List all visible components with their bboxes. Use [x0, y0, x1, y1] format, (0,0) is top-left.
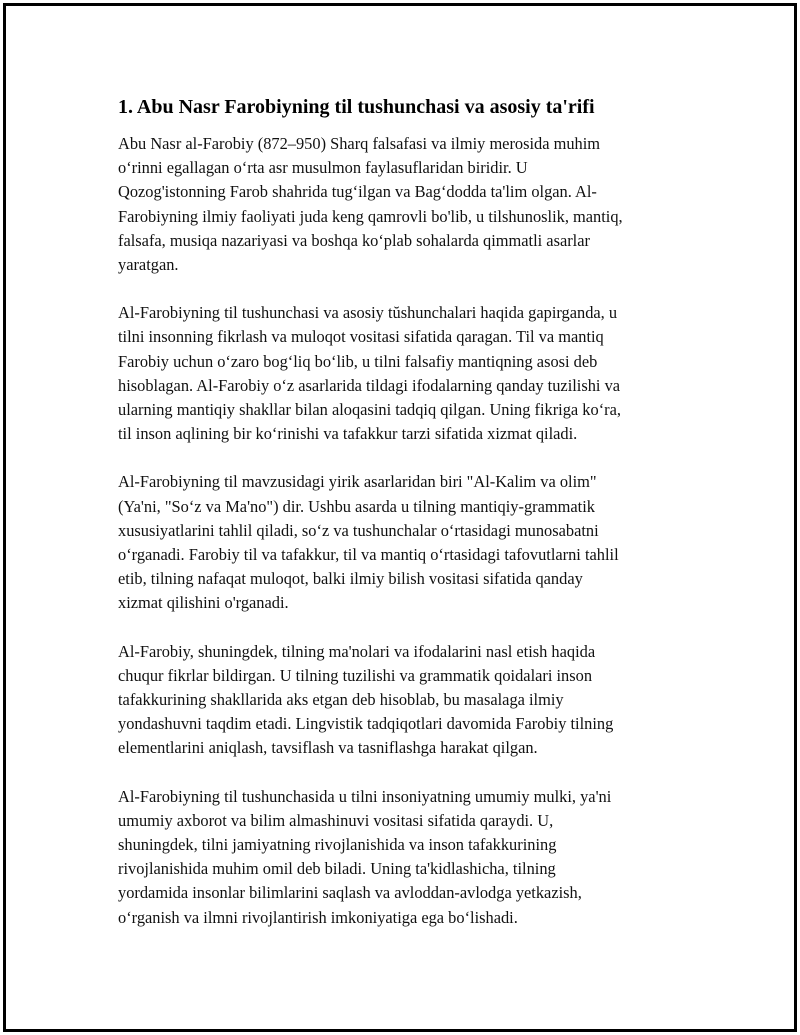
paragraph-line: etib, tilning nafaqat muloqot, balki ilmiy bilish vositasi sifatida qanday: [118, 569, 583, 589]
paragraph-5: [118, 785, 695, 930]
paragraph-line: o‘rganadi. Farobiy til va tafakkur, til va mantiq o‘rtasidagi tafovutlarni tahlil: [118, 545, 619, 565]
paragraph-line: yordamida insonlar bilimlarini saqlash va avloddan-avlodga yetkazish,: [118, 883, 582, 903]
paragraph-line: shuningdek, tilni jamiyatning rivojlanishida va inson tafakkurining: [118, 835, 557, 855]
paragraph-line: ularning mantiqiy shakllar bilan aloqasini tadqiq qilgan. Uning fikriga ko‘ra,: [118, 400, 621, 420]
paragraph-line: yaratgan.: [118, 255, 179, 275]
paragraph-line: Al-Farobiyning til tushunchasi va asosiy tŭshunchalari haqida gapirganda, u: [118, 303, 618, 323]
paragraph-3: [118, 470, 695, 615]
paragraph-line: tilni insonning fikrlash va muloqot vositasi sifatida qaragan. Til va mantiq: [118, 327, 604, 347]
paragraph-line: Qozog'istonning Farob shahrida tug‘ilgan va Bag‘dodda ta'lim olgan. Al-: [118, 182, 597, 202]
paragraph-line: Al-Farobiy, shuningdek, tilning ma'nolari va ifodalarini nasl etish haqida: [118, 641, 596, 661]
paragraph-line: xizmat qilishini o'rganadi.: [118, 593, 289, 613]
paragraph-line: o‘rganish va ilmni rivojlantirish imkoniyatiga ega bo‘lishadi.: [118, 907, 518, 927]
paragraph-line: yondashuvni taqdim etadi. Lingvistik tadqiqotlari davomida Farobiy tilning: [118, 714, 614, 734]
paragraph-line: Al-Farobiyning til tushunchasida u tilni insoniyatning umumiy mulki, ya'ni: [118, 786, 612, 806]
paragraph-line: hisoblagan. Al-Farobiy o‘z asarlarida tildagi ifodalarning qanday tuzilishi va: [118, 375, 621, 395]
paragraph-line: Farobiy uchun o‘zaro bog‘liq bo‘lib, u tilni falsafiy mantiqning asosi deb: [118, 351, 598, 371]
paragraph-2: [118, 301, 695, 446]
paragraph-line: elementlarini aniqlash, tavsiflash va tasniflashga harakat qilgan.: [118, 738, 538, 758]
paragraph-line: til inson aqlining bir ko‘rinishi va tafakkur tarzi sifatida xizmat qiladi.: [118, 424, 578, 444]
paragraph-line: (Ya'ni, "So‘z va Ma'no") dir. Ushbu asarda u tilning mantiqiy-grammatik: [118, 496, 595, 516]
paragraph-line: tafakkurining shakllarida aks etgan deb hisoblab, bu masalaga ilmiy: [118, 690, 564, 710]
section-heading: 1. Abu Nasr Farobiyning til tushunchasi va asosiy ta'rifi: [118, 96, 595, 118]
paragraph-line: Farobiyning ilmiy faoliyati juda keng qamrovli bo'lib, u tilshunoslik, mantiq,: [118, 206, 623, 226]
paragraph-line: rivojlanishida muhim omil deb biladi. Uning ta'kidlashicha, tilning: [118, 859, 556, 879]
document-body: [115, 94, 695, 954]
paragraph-line: umumiy axborot va bilim almashinuvi vositasi sifatida qaraydi. U,: [118, 810, 554, 830]
paragraph-1: [118, 132, 695, 277]
paragraph-line: Abu Nasr al-Farobiy (872–950) Sharq falsafasi va ilmiy merosida muhim: [118, 134, 601, 153]
paragraph-line: chuqur fikrlar bildirgan. U tilning tuzilishi va grammatik qoidalari inson: [118, 665, 593, 685]
paragraph-line: Al-Farobiyning til mavzusidagi yirik asarlaridan biri "Al-Kalim va olim": [118, 472, 597, 492]
paragraph-line: o‘rinni egallagan o‘rta asr musulmon faylasuflaridan biridir. U: [118, 158, 528, 178]
paragraph-4: [118, 640, 695, 761]
paragraph-line: falsafa, musiqa nazariyasi va boshqa ko‘plab sohalarda qimmatli asarlar: [118, 230, 590, 250]
paragraph-line: xususiyatlarini tahlil qiladi, so‘z va tushunchalar o‘rtasidagi munosabatni: [118, 520, 599, 540]
